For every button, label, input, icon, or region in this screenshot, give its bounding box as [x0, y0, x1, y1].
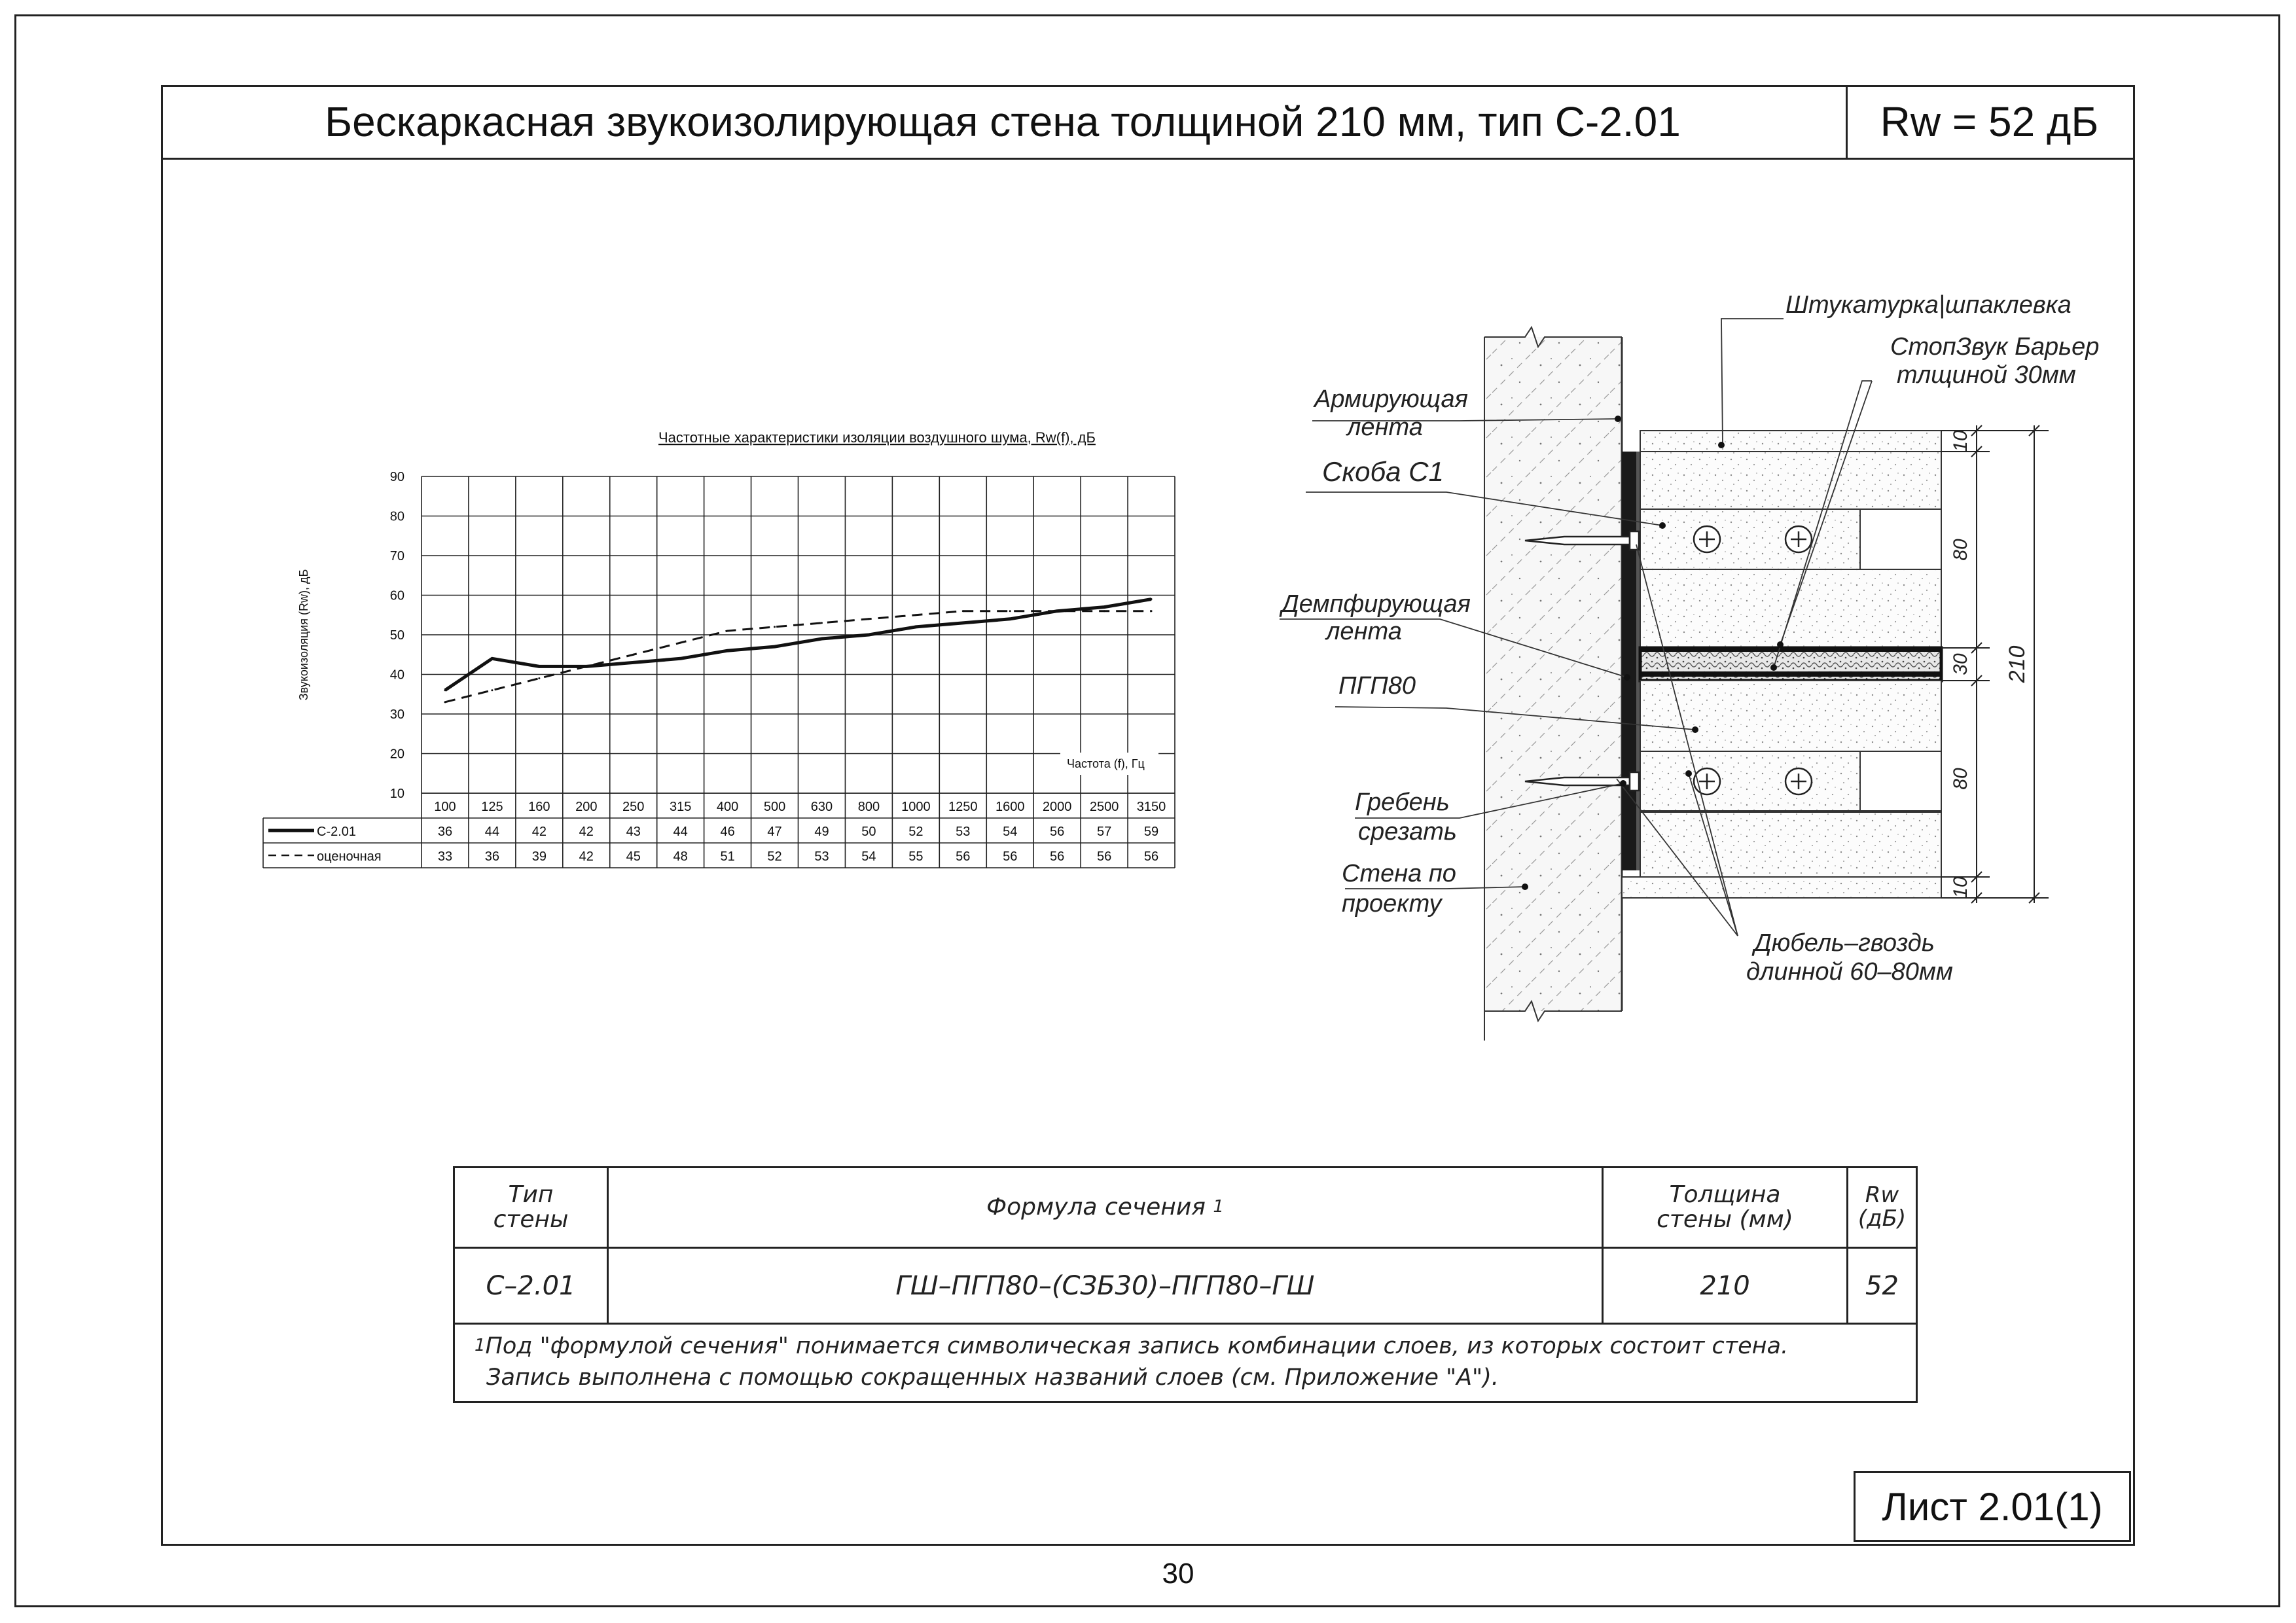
data-label: 56: [1143, 849, 1159, 864]
y-tick-label: 20: [389, 747, 404, 762]
x-axis-label: Частота (f), Гц: [1067, 757, 1145, 770]
data-label: 56: [1096, 849, 1112, 864]
x-tick-label: 2000: [1042, 800, 1072, 814]
x-tick-label: 500: [763, 800, 786, 814]
x-tick-label: 2500: [1089, 800, 1119, 814]
y-tick-label: 10: [389, 787, 404, 801]
footnote-line-2: Запись выполнена с помощью сокращенных названий слоев (см. Приложение "А").: [486, 1364, 1499, 1391]
cell-rw: 52: [1865, 1270, 1899, 1301]
x-tick-label: 1600: [995, 800, 1025, 814]
label-bracket: Скоба С1: [1322, 456, 1444, 487]
data-label: 44: [673, 825, 688, 839]
page-number: 30: [1162, 1558, 1194, 1590]
dim-10-bottom: 10: [1950, 876, 1971, 899]
dim-80-bottom: 80: [1950, 768, 1971, 790]
cell-wall-type: С–2.01: [486, 1270, 576, 1301]
label-dowel-1: Дюбель–гвоздь: [1754, 929, 1935, 957]
data-label: 39: [531, 849, 547, 864]
damping-tape: [1622, 452, 1636, 870]
data-label: 52: [908, 825, 924, 839]
section-spec-table: [453, 1166, 1918, 1403]
header-wall-type: Тип стены: [493, 1181, 569, 1233]
data-label: 57: [1096, 825, 1112, 839]
label-damping-2: лента: [1326, 618, 1402, 645]
x-tick-label: 250: [622, 800, 645, 814]
data-label: 56: [1050, 825, 1065, 839]
data-label: 42: [531, 825, 547, 839]
data-label: 44: [484, 825, 500, 839]
y-tick-label: 80: [389, 509, 404, 524]
data-label: 48: [673, 849, 688, 864]
page-title: Бескаркасная звукоизолирующая стена толщиной 210 мм, тип С-2.01: [325, 98, 1681, 145]
x-tick-label: 630: [810, 800, 833, 814]
x-tick-label: 125: [481, 800, 503, 814]
data-label: 47: [767, 825, 782, 839]
x-tick-label: 315: [669, 800, 692, 814]
label-reinforcing-1: Армирующая: [1314, 385, 1468, 413]
y-tick-label: 50: [389, 628, 404, 643]
label-pgp: ПГП80: [1338, 672, 1416, 700]
data-label: 55: [908, 849, 924, 864]
label-barrier-1: СтопЗвук Барьер: [1890, 333, 2100, 361]
label-dowel-2: длинной 60–80мм: [1746, 958, 1953, 986]
dim-30: 30: [1950, 653, 1971, 675]
footnote-text-1: Под "формулой сечения" понимается символическая запись комбинации слоев, из которых состоит стена.: [485, 1332, 1789, 1359]
y-tick-label: 90: [389, 470, 404, 484]
data-label: 54: [1003, 825, 1018, 839]
data-label: 53: [956, 825, 971, 839]
data-label: 51: [720, 849, 735, 864]
data-label: 53: [814, 849, 829, 864]
data-label: 56: [1003, 849, 1018, 864]
label-damping-1: Демпфирующая: [1282, 590, 1471, 618]
x-tick-label: 1000: [901, 800, 931, 814]
y-tick-label: 70: [389, 549, 404, 563]
cell-thickness: 210: [1700, 1270, 1750, 1301]
x-tick-label: 400: [716, 800, 739, 814]
label-reinforcing-2: лента: [1347, 414, 1423, 441]
chart-title: Частотные характеристики изоляции воздушного шума, Rw(f), дБ: [658, 429, 1096, 446]
footnote-sup: 1: [475, 1336, 486, 1356]
data-label: 59: [1143, 825, 1159, 839]
legend-label: С-2.01: [317, 825, 357, 839]
y-tick-label: 40: [389, 668, 404, 683]
label-barrier-2: тлщиной 30мм: [1897, 361, 2076, 389]
data-label: 54: [861, 849, 876, 864]
data-label: 36: [484, 849, 500, 864]
y-tick-label: 60: [389, 588, 404, 603]
data-label: 36: [437, 825, 453, 839]
data-label: 43: [626, 825, 641, 839]
label-plaster: Штукатурка|шпаклевка: [1785, 291, 2072, 319]
existing-wall-fill: [1484, 337, 1622, 1011]
y-axis-label: Звукоизоляция (Rw), дБ: [297, 569, 310, 701]
data-label: 49: [814, 825, 829, 839]
label-comb-2: срезать: [1358, 818, 1457, 846]
header-thickness: Толщина стены (мм): [1657, 1181, 1793, 1233]
data-label: 42: [579, 849, 594, 864]
legend-label: оценочная: [317, 849, 382, 864]
x-tick-label: 200: [575, 800, 598, 814]
label-wall-2: проекту: [1342, 890, 1442, 918]
data-label: 56: [1050, 849, 1065, 864]
cell-formula: ГШ–ПГП80–(СЗБ30)–ПГП80–ГШ: [895, 1270, 1315, 1301]
x-tick-label: 3150: [1136, 800, 1166, 814]
data-label: 42: [579, 825, 594, 839]
dim-10-top: 10: [1950, 430, 1971, 452]
header-formula-text: Формула сечения: [986, 1194, 1206, 1221]
header-formula: [609, 1168, 1602, 1247]
data-label: 46: [720, 825, 735, 839]
data-label: 45: [626, 849, 641, 864]
label-comb-1: Гребень: [1355, 789, 1450, 816]
plaster-layer-bottom: [1622, 877, 1941, 898]
y-tick-label: 30: [389, 707, 404, 722]
dim-total: 210: [2005, 645, 2030, 683]
x-tick-label: 800: [857, 800, 880, 814]
data-label: 33: [437, 849, 453, 864]
x-tick-label: 100: [434, 800, 456, 814]
data-label: 52: [767, 849, 782, 864]
sheet-number: Лист 2.01(1): [1854, 1471, 2131, 1542]
x-tick-label: 1250: [948, 800, 978, 814]
header-rw: Rw (дБ): [1857, 1182, 1907, 1232]
plaster-layer-top: [1640, 431, 1941, 452]
footnote-line-1: [475, 1330, 1908, 1362]
rw-rating: Rw = 52 дБ: [1880, 98, 2099, 145]
label-wall-1: Стена по: [1342, 860, 1456, 887]
header-formula-sup: 1: [1213, 1197, 1224, 1217]
data-label: 56: [956, 849, 971, 864]
dim-80-top: 80: [1950, 539, 1971, 561]
x-tick-label: 160: [528, 800, 550, 814]
data-label: 50: [861, 825, 876, 839]
